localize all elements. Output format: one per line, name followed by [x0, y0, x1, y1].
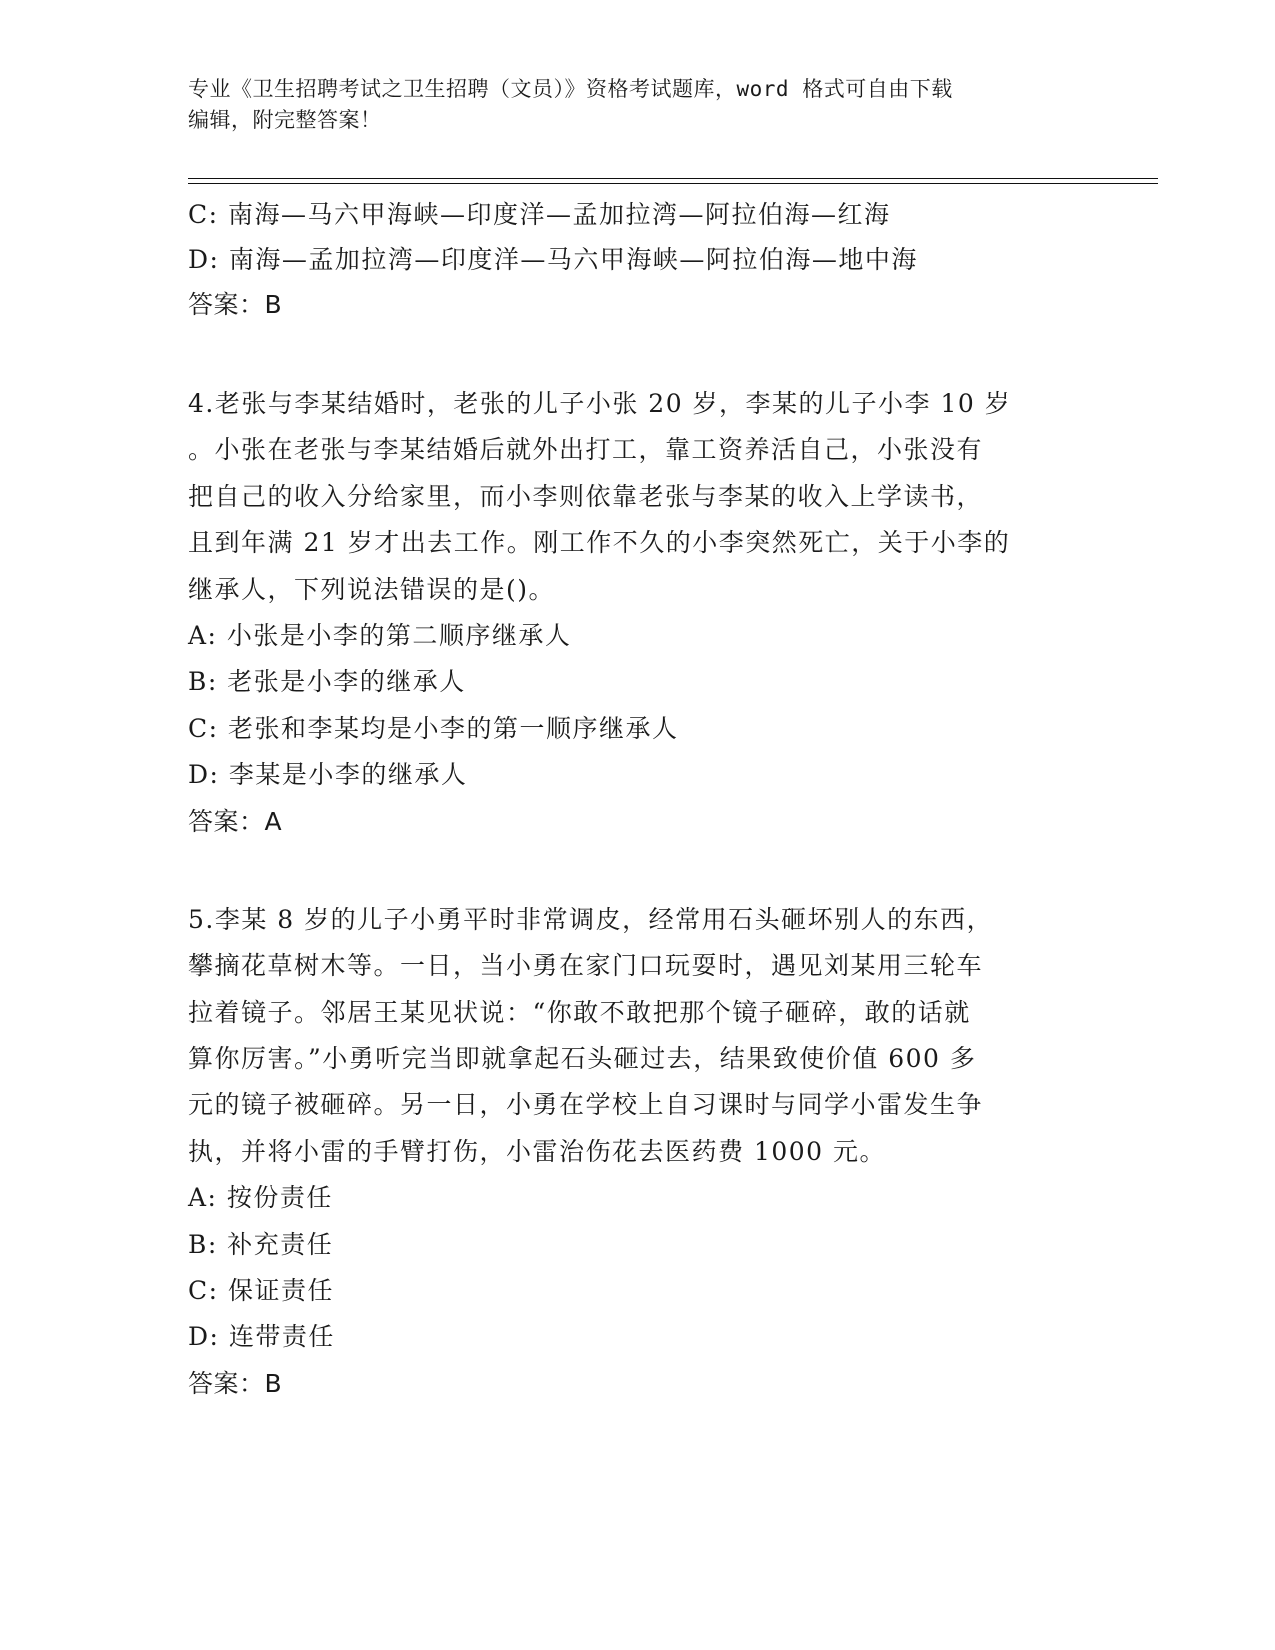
question-stem-line: 把自己的收入分给家里，而小李则依靠老张与李某的收入上学读书， — [188, 481, 984, 511]
header-rule-top — [188, 178, 1158, 179]
option-b: B: 老张是小李的继承人 — [188, 667, 466, 697]
question-5 — [188, 897, 1088, 1407]
option-a: A: 小张是小李的第二顺序继承人 — [188, 620, 572, 650]
option-c: C: 南海—马六甲海峡—印度洋—孟加拉湾—阿拉伯海—红海 — [188, 200, 891, 229]
option-c: C: 保证责任 — [188, 1276, 334, 1306]
document-header — [188, 74, 1088, 136]
option-d: D: 南海—孟加拉湾—印度洋—马六甲海峡—阿拉伯海—地中海 — [188, 245, 918, 274]
option-b: B: 补充责任 — [188, 1229, 334, 1259]
spacer — [188, 845, 1088, 897]
question-stem-line: 执，并将小雷的手臂打伤，小雷治伤花去医药费 1000 元。 — [188, 1136, 887, 1166]
question-stem-line: 4.老张与李某结婚时，老张的儿子小张 20 岁，李某的儿子小李 10 岁 — [188, 389, 1012, 418]
header-line-1: 专业《卫生招聘考试之卫生招聘（文员）》资格考试题库，word 格式可自由下载 — [188, 77, 953, 101]
question-stem-line: 5.李某 8 岁的儿子小勇平时非常调皮，经常用石头砸坏别人的东西， — [188, 904, 994, 934]
option-c: C: 老张和李某均是小李的第一顺序继承人 — [188, 713, 679, 743]
header-rule-bottom — [188, 183, 1158, 184]
question-3 — [188, 192, 1088, 327]
question-stem-line: 攀摘花草树木等。一日，当小勇在家门口玩耍时，遇见刘某用三轮车 — [188, 951, 984, 981]
question-4 — [188, 381, 1088, 845]
question-stem-line: 。小张在老张与李某结婚后就外出打工，靠工资养活自己，小张没有 — [188, 435, 984, 465]
answer-label: 答案：B — [188, 290, 283, 319]
question-stem-line: 且到年满 21 岁才出去工作。刚工作不久的小李突然死亡，关于小李的 — [188, 528, 1011, 558]
question-stem-line: 拉着镜子。邻居王某见状说：“你敢不敢把那个镜子砸碎，敢的话就 — [188, 997, 971, 1027]
option-d: D: 李某是小李的继承人 — [188, 760, 468, 790]
spacer — [188, 327, 1088, 381]
document-body — [188, 192, 1088, 1407]
option-a: A: 按份责任 — [188, 1183, 333, 1213]
question-stem-line: 继承人，下列说法错误的是()。 — [188, 574, 556, 604]
header-line-2: 编辑，附完整答案！ — [188, 108, 382, 132]
question-stem-line: 算你厉害。”小勇听完当即就拿起石头砸过去，结果致使价值 600 多 — [188, 1044, 977, 1074]
option-d: D: 连带责任 — [188, 1322, 335, 1352]
question-stem-line: 元的镜子被砸碎。另一日，小勇在学校上自习课时与同学小雷发生争 — [188, 1090, 984, 1120]
answer-label: 答案：A — [188, 806, 283, 836]
answer-label: 答案：B — [188, 1368, 283, 1398]
